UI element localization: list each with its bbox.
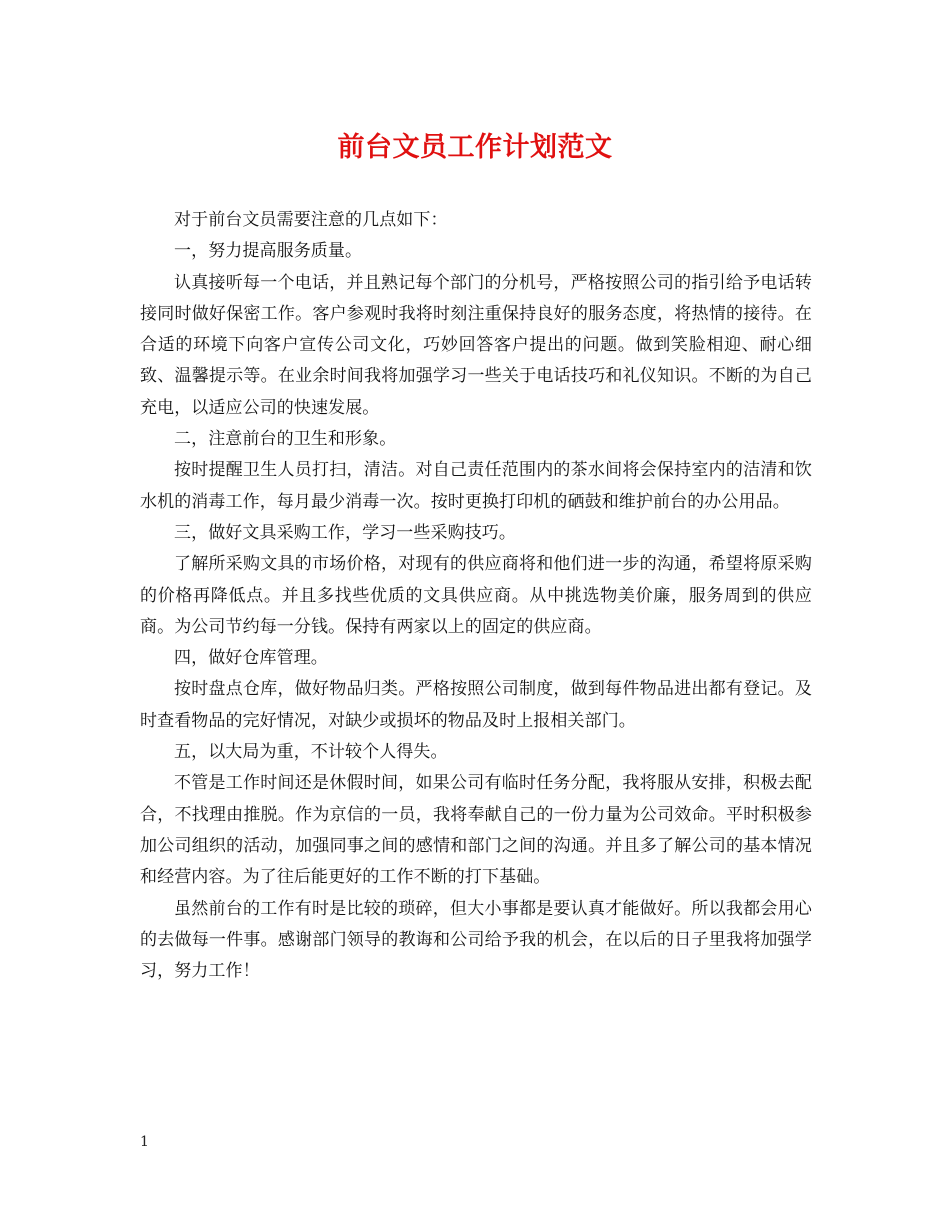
section-heading-1: 一，努力提高服务质量。 [174,241,363,262]
section-heading-3: 三，做好文具采购工作，学习一些采购技巧。 [174,522,516,543]
section-body-3: 了解所采购文具的市场价格，对现有的供应商将和他们进一步的沟通，希望将原采购的价格再降低点。并且多找些优质的文具供应商。从中挑选物美价廉，服务周到的供应商。为公司节约每一分钱。保持有两家以上的固定的供应商。 [140,554,812,637]
paragraph-intro: 对于前台文员需要注意的几点如下： [174,210,448,230]
document-body [140,205,812,987]
section-body-4: 按时盘点仓库，做好物品归类。严格按照公司制度，做到每件物品进出都有登记。及时查看物品的完好情况，对缺少或损坏的物品及时上报相关部门。 [140,679,812,731]
section-heading-2: 二，注意前台的卫生和形象。 [174,429,397,450]
section-body-1: 认真接听每一个电话，并且熟记每个部门的分机号，严格按照公司的指引给予电话转接同时做好保密工作。客户参观时我将时刻注重保持良好的服务态度，将热情的接待。在合适的环境下向客户宣传公司文化，巧妙回答客户提出的问题。做到笑脸相迎、耐心细致、温馨提示等。在业余时间我将加强学习一些关于电话技巧和礼仪知识。不断的为自己充电，以适应公司的快速发展。 [140,272,812,418]
section-body-5: 不管是工作时间还是休假时间，如果公司有临时任务分配，我将服从安排，积极去配合，不找理由推脱。作为京信的一员，我将奉献自己的一份力量为公司效命。平时积极参加公司组织的活动，加强同事之间的感情和部门之间的沟通。并且多了解公司的基本情况和经营内容。为了往后能更好的工作不断的打下基础。 [140,773,812,888]
section-body-2: 按时提醒卫生人员打扫，清洁。对自己责任范围内的茶水间将会保持室内的洁清和饮水机的消毒工作，每月最少消毒一次。按时更换打印机的硒鼓和维护前台的办公用品。 [140,460,812,512]
paragraph-closing: 虽然前台的工作有时是比较的琐碎，但大小事都是要认真才能做好。所以我都会用心的去做每一件事。感谢部门领导的教诲和公司给予我的机会，在以后的日子里我将加强学习，努力工作！ [140,898,812,982]
page-number: 1 [140,1134,149,1150]
section-heading-5: 五，以大局为重，不计较个人得失。 [174,742,448,763]
document-title: 前台文员工作计划范文 [337,132,613,163]
section-heading-4: 四，做好仓库管理。 [174,648,328,669]
